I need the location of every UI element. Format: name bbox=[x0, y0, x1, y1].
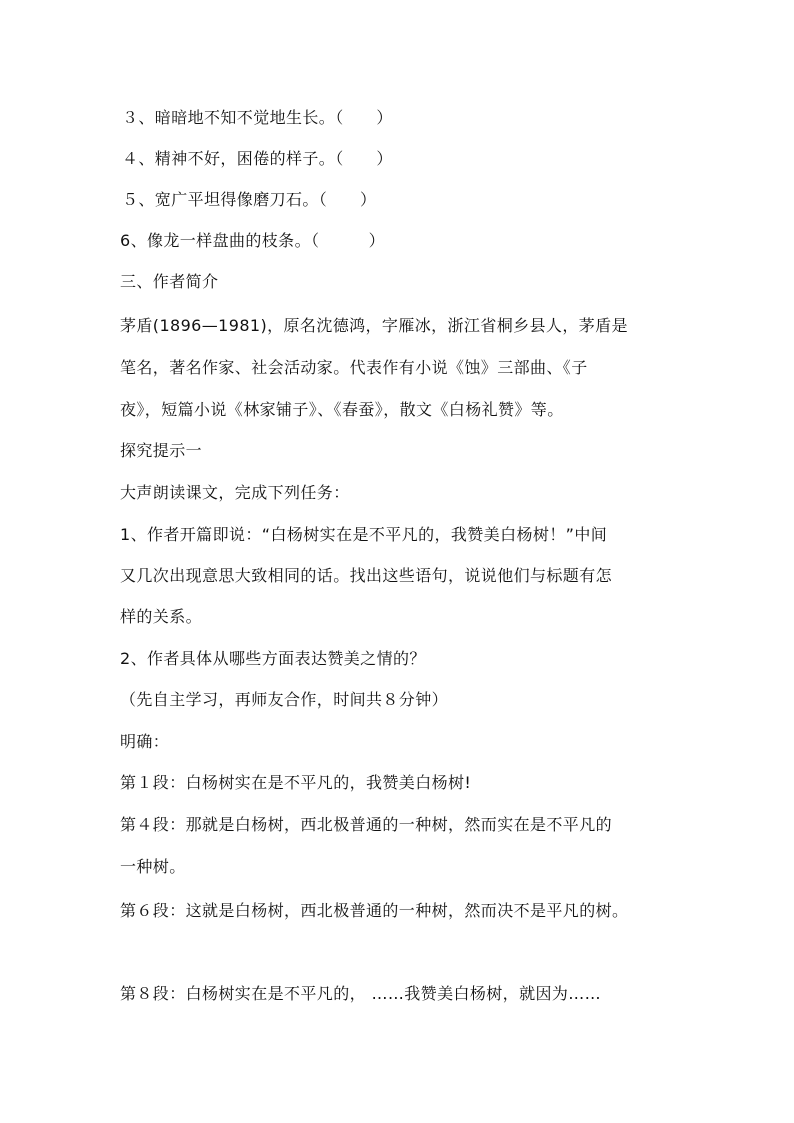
answer-paragraph-4-line-1: 第４段：那就是白杨树，西北极普通的一种树，然而实在是不平凡的 bbox=[120, 815, 613, 834]
author-bio-line-2: 笔名，著名作家、社会活动家。代表作有小说《蚀》三部曲、《子 bbox=[120, 358, 588, 377]
instruction-text: 大声朗读课文，完成下列任务： bbox=[120, 483, 350, 502]
section-heading-explore: 探究提示一 bbox=[120, 441, 203, 460]
exercise-item-4: ４、精神不好，困倦的样子。（ ） bbox=[122, 149, 393, 168]
author-bio-line-1: 茅盾(1896—1981)，原名沈德鸿，字雁冰，浙江省桐乡县人，茅盾是 bbox=[120, 316, 628, 335]
answer-label: 明确： bbox=[120, 732, 170, 751]
answer-paragraph-1: 第１段：白杨树实在是不平凡的，我赞美白杨树! bbox=[120, 773, 472, 792]
answer-paragraph-8: 第８段：白杨树实在是不平凡的， ……我赞美白杨树，就因为…… bbox=[120, 984, 602, 1003]
section-heading-author: 三、作者简介 bbox=[120, 272, 219, 291]
exercise-item-5: ５、宽广平坦得像磨刀石。（ ） bbox=[122, 190, 377, 209]
exercise-item-6: 6、像龙一样盘曲的枝条。（ ） bbox=[120, 231, 385, 250]
answer-paragraph-4-line-2: 一种树。 bbox=[120, 857, 186, 876]
study-note: （先自主学习，再师友合作，时间共８分钟） bbox=[120, 690, 449, 709]
task-1-line-2: 又几次出现意思大致相同的话。找出这些语句，说说他们与标题有怎 bbox=[120, 566, 613, 585]
answer-paragraph-6: 第６段：这就是白杨树，西北极普通的一种树，然而决不是平凡的树。 bbox=[120, 901, 629, 920]
exercise-item-3: ３、暗暗地不知不觉地生长。（ ） bbox=[122, 108, 393, 127]
task-1-line-3: 样的关系。 bbox=[120, 607, 203, 626]
task-1-line-1: 1、作者开篇即说：“白杨树实在是不平凡的，我赞美白杨树！”中间 bbox=[120, 525, 608, 544]
author-bio-line-3: 夜》，短篇小说《林家铺子》、《春蚕》，散文《白杨礼赞》等。 bbox=[120, 400, 564, 419]
task-2: 2、作者具体从哪些方面表达赞美之情的？ bbox=[120, 649, 426, 668]
